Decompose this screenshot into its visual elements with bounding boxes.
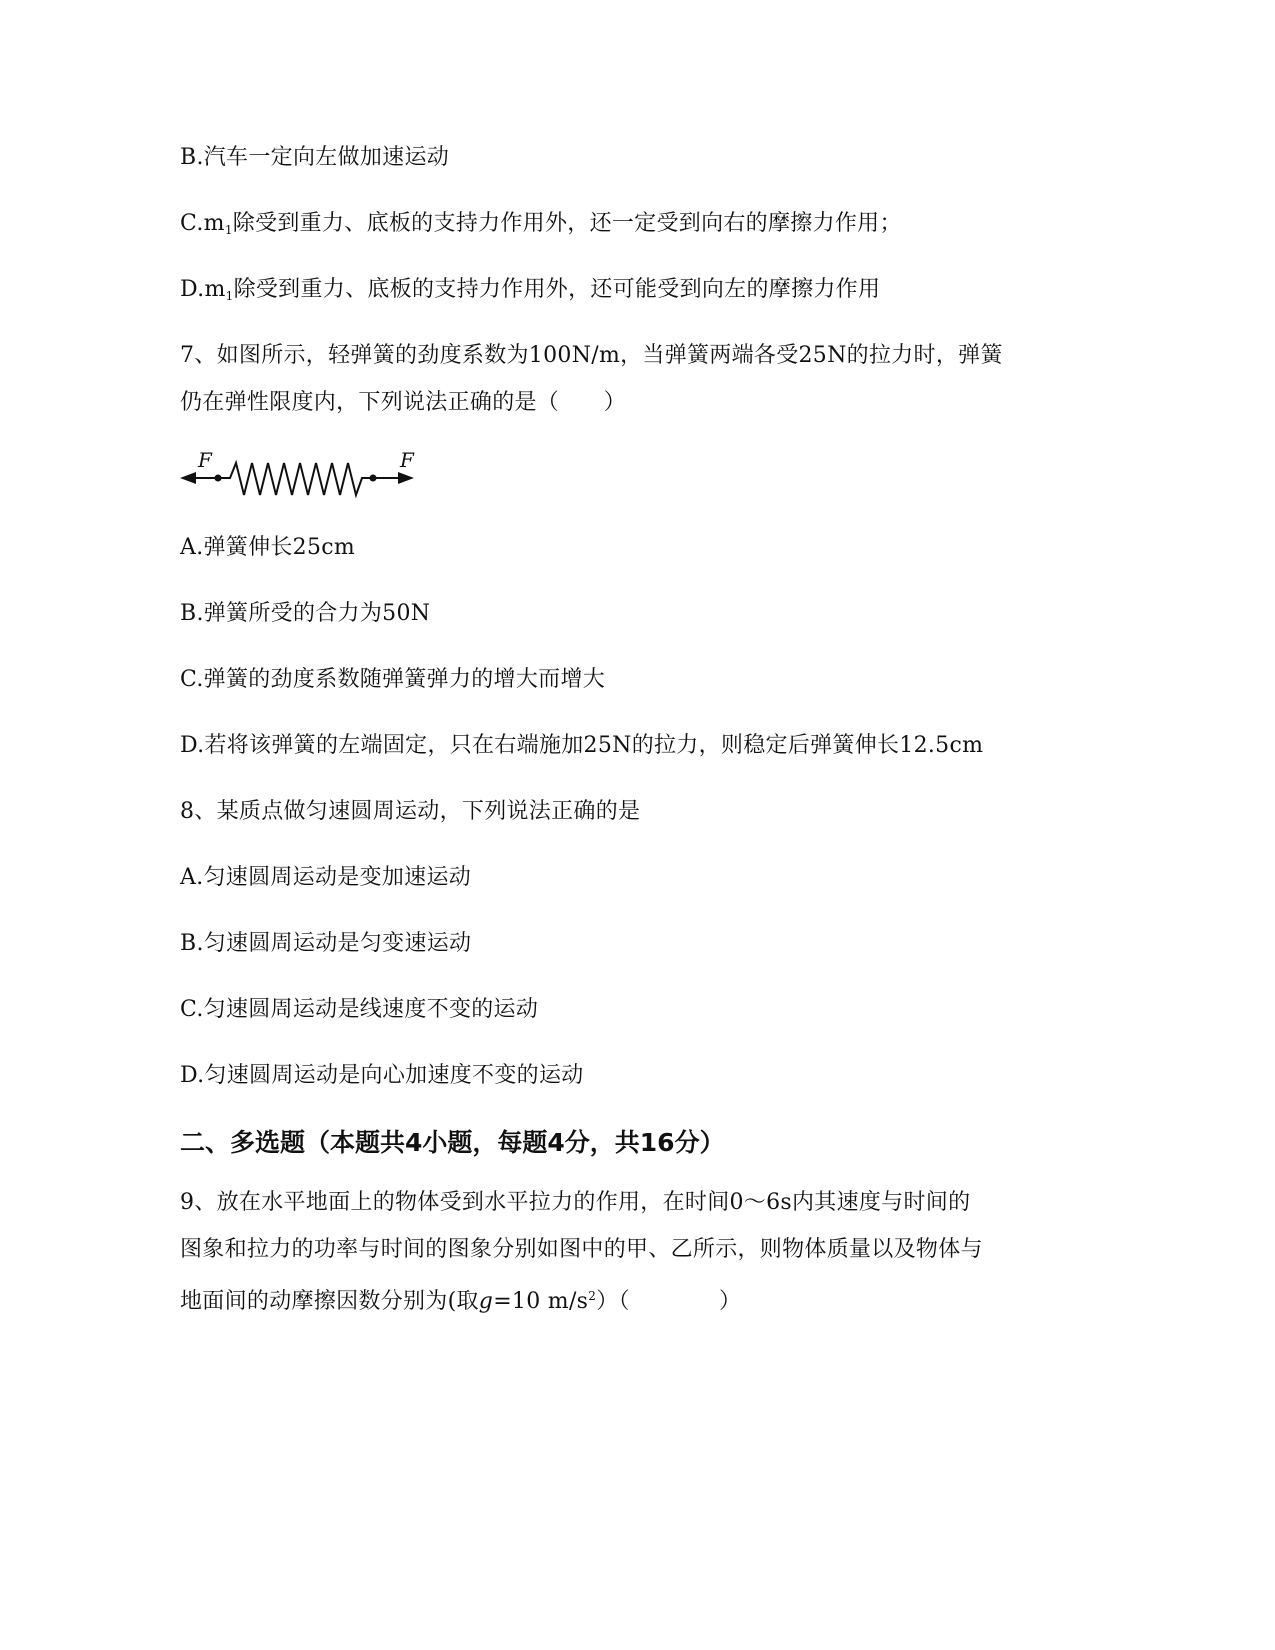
q9-gravity-superscript: 2 [588, 1289, 597, 1303]
q8-option-b: B.匀速圆周运动是匀变速运动 [180, 931, 472, 956]
q7-stem-line2: 仍在弹性限度内，下列说法正确的是（ ） [180, 390, 627, 415]
q6-option-d [180, 275, 880, 311]
right-force-label: F [400, 448, 414, 472]
q9-gravity-symbol: g [478, 1289, 494, 1314]
q6-option-d-text: 除受到重力、底板的支持力作用外，还可能受到向左的摩擦力作用 [233, 277, 881, 302]
q6-option-c-mass: m [203, 211, 225, 236]
q8-option-a: A.匀速圆周运动是变加速运动 [180, 865, 472, 890]
left-force-arrow-head [180, 472, 196, 484]
q7-option-a: A.弹簧伸长25cm [180, 535, 356, 560]
q6-option-d-subscript: 1 [225, 289, 234, 303]
q9-gravity-value: =10 m/s [493, 1289, 589, 1314]
q7-option-c: C.弹簧的劲度系数随弹簧弹力的增大而增大 [180, 667, 606, 692]
q8-option-d: D.匀速圆周运动是向心加速度不变的运动 [180, 1063, 584, 1088]
q9-stem-line3-prefix: 地面间的动摩擦因数分别为(取 [180, 1289, 479, 1314]
q9-stem-line3-suffix: ）（ ） [596, 1289, 742, 1314]
q9-stem-line3 [180, 1281, 741, 1317]
q6-option-c-text: 除受到重力、底板的支持力作用外，还一定受到向右的摩擦力作用； [232, 211, 902, 236]
q6-option-d-mass: m [204, 277, 226, 302]
q9-stem-line2: 图象和拉力的功率与时间的图象分别如图中的甲、乙所示，则物体质量以及物体与 [180, 1237, 983, 1262]
q7-option-b: B.弹簧所受的合力为50N [180, 601, 431, 626]
q6-option-c [180, 209, 902, 245]
q9-stem-line1: 9、放在水平地面上的物体受到水平拉力的作用，在时间0～6s内其速度与时间的 [180, 1190, 971, 1215]
right-force-arrow-head [398, 472, 414, 484]
q8-option-c: C.匀速圆周运动是线速度不变的运动 [180, 997, 539, 1022]
q6-option-d-prefix: D. [180, 277, 205, 302]
section-heading-multiple-choice: 二、多选题（本题共4小题，每题4分，共16分） [180, 1128, 725, 1157]
left-force-label: F [198, 448, 212, 472]
q6-option-b: B.汽车一定向左做加速运动 [180, 145, 450, 170]
q7-stem-line1: 7、如图所示，轻弹簧的劲度系数为100N/m，当弹簧两端各受25N的拉力时，弹簧 [180, 343, 1003, 368]
q6-option-c-prefix: C. [180, 211, 204, 236]
spring-figure [178, 445, 418, 505]
spring-coil [218, 463, 373, 495]
q6-option-c-subscript: 1 [224, 223, 233, 237]
q8-stem: 8、某质点做匀速圆周运动，下列说法正确的是 [180, 799, 641, 824]
q7-option-d: D.若将该弹簧的左端固定，只在右端施加25N的拉力，则稳定后弹簧伸长12.5cm [180, 733, 984, 758]
